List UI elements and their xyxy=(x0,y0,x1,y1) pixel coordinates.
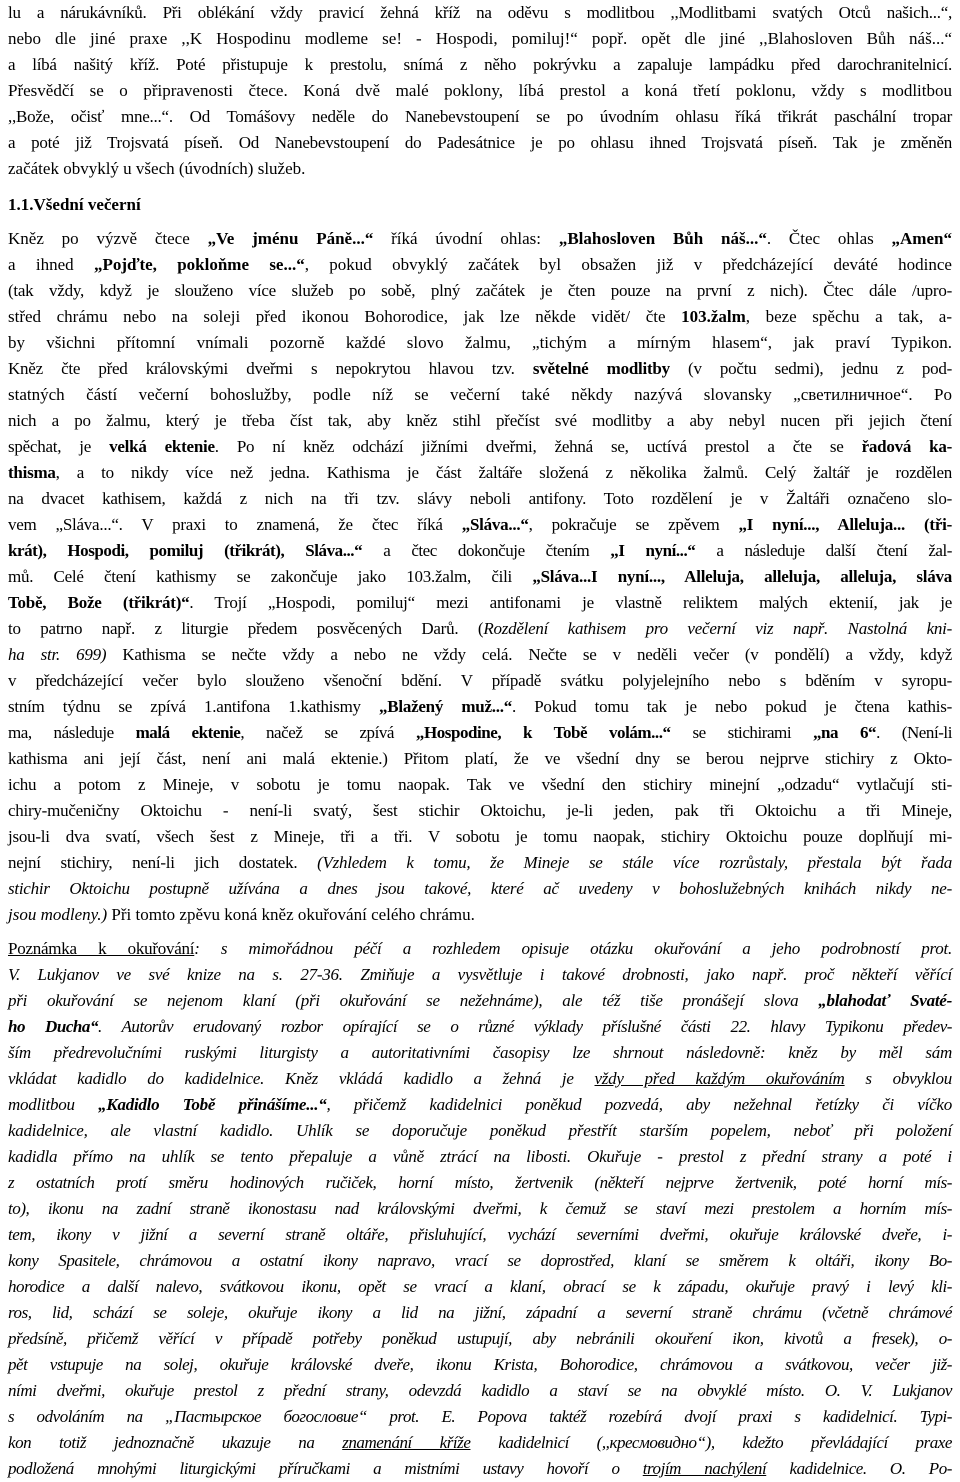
intro-paragraph xyxy=(8,0,952,182)
text-line: kony Spasitele, chrámovou a ostatní ikony napravo, vrací se doprostřed, klaní se směrem k oltáři, ikony Bo- xyxy=(8,1251,952,1270)
text-line: jsou-li dva svatí, všech šest z Mineje, tři a tři. V sobotu je tomu naopak, stichiry Oktoichu pouze doplňují mi- xyxy=(8,827,952,846)
text-line: (tak vždy, když je slouženo více služeb po sobě, plný začátek je čten pouze na první z nich). Čtec dále /upro- xyxy=(8,281,952,300)
text-line: ichu a potom z Mineje, v sobotu je tomu naopak. Tak ve všední den stichiry minejní „odzadu“ vytlačují sti- xyxy=(8,775,952,794)
text-line: ,,Bože, očisť mne...“. Od Tomášovy neděle do Nanebevstoupení se po úvodním ohlasu říká třikrát paschální tropar xyxy=(8,107,952,126)
text-line: Kněz čte před královskými dveřmi s nepokrytou hlavou tzv. světelné modlitby (v počtu sedmi), jednu z pod- xyxy=(8,359,952,378)
text-line: horodice a další nalevo, svátkovou ikonu, opět se vrací a klaní, obrací se k západu, okuřuje pravý i levý kli- xyxy=(8,1277,952,1296)
text-line: jsou modleny.) Při tomto zpěvu koná kněz okuřování celého chrámu. xyxy=(8,905,475,924)
text-line: thisma, a to nikdy více než jedna. Kathisma je část žaltáře složená z několika žalmů. Celý žaltář je rozdělen xyxy=(8,463,952,482)
text-line: tem, ikony v jižní a severní straně oltáře, přisluhující, vychází severními dveřmi, okuřuje královské dveře, i- xyxy=(8,1225,952,1244)
text-line: kathisma ani její část, není ani malá ektenie.) Přitom platí, že ve všední dny se berou nejprve stichiry z Okto- xyxy=(8,749,952,768)
document-page xyxy=(8,0,952,1482)
text-line: ho Ducha“. Autorův erudovaný rozbor opírající se o různé výklady příslušné části 22. hlavy Typikonu předev- xyxy=(8,1017,952,1036)
text-line: Tobě, Bože (třikrát)“. Trojí „Hospodi, pomiluj“ mezi antifonami je vlastně reliktem malých ektenií, jak je xyxy=(8,593,952,612)
text-line: Poznámka k okuřování: s mimořádnou péčí a rozhledem opisuje otázku okuřování a jeho podrobností prot. xyxy=(8,939,952,958)
text-line: lu a nárukávníků. Při oblékání vždy pravicí žehná kříž na oděvu s modlitbou ,,Modlitbami svatých Otců našich...“, xyxy=(8,3,952,22)
text-line: ma, následuje malá ektenie, načež se zpívá „Hospodine, k Tobě volám...“ se stichirami „na 6“. (Není-li xyxy=(8,723,952,742)
text-line: v předcházející večer bylo slouženo všenoční bdění. V případě svátku polyjelejního nebo s bděním v syropu- xyxy=(8,671,952,690)
text-line: při okuřování se nejenom klaní (při okuřování se nežehnáme), ale též tiše pronášejí slova „blahodať Svaté- xyxy=(8,991,953,1010)
text-line: pět vstupuje na solej, okuřuje královské dveře, ikonu Krista, Bohorodice, chrámovou a svátkovou, večer již- xyxy=(8,1355,952,1374)
text-line: mů. Celé čtení kathismy se zakončuje jako 103.žalm, čili „Sláva...I nyní..., Alleluja, alleluja, alleluja, sláva xyxy=(8,567,952,586)
text-line: ha str. 699) Kathisma se nečte vždy a nebo ne vždy celá. Nečte se v neděli večer (v pondělí) a vždy, když xyxy=(8,645,952,664)
text-line: střed chrámu nebo na soleji před ikonou Bohorodice, jak lze někde vidět/ čte 103.žalm, beze spěchu a tak, a- xyxy=(8,307,952,326)
text-line: Kněz po výzvě čtece „Ve jménu Páně...“ říká úvodní ohlas: „Blahosloven Bůh náš...“. Čtec ohlas „Amen“ xyxy=(8,229,952,248)
text-line: předsíně, přičemž věřící v případě potřeby poněkud ustupují, aby nebránili okouření ikon, kivotů a fresek), o- xyxy=(8,1329,952,1348)
text-line: Přesvědčí se o připravenosti čtece. Koná dvě malé poklony, líbá prestol a koná třetí poklonu, vždy s modlitbou xyxy=(8,81,952,100)
text-line: stichir Oktoichu postupně užívána a dnes jsou takové, které ač uvedeny v bohoslužebných knihách nikdy ne- xyxy=(8,879,952,898)
text-line: s odvoláním na „Пастырское богословие“ prot. E. Popova taktéž rozebírá dvojí praxi s kadidelnicí. Typi- xyxy=(8,1407,952,1426)
text-line: modlitbou „Kadidlo Tobě přinášíme...“, přičemž kadidelnici poněkud pozvedá, aby nežehnal řetízky či víčko xyxy=(8,1095,952,1114)
text-line: statných částí večerní bohoslužby, podle níž se večerní také někdy nazývá slovansky „светилничное“. Po xyxy=(8,385,952,404)
text-line: začátek obvyklý u všech (úvodních) služeb. xyxy=(8,159,306,178)
text-line: a ihned „Pojďte, pokloňme se...“, pokud obvyklý začátek byl obsažen již v předcházející deváté hodince xyxy=(8,255,952,274)
text-line: a líbá našitý kříž. Poté přistupuje k prestolu, snímá z něho pokrývku a zapaluje lampádku před darochranitelnicí. xyxy=(8,55,952,74)
text-line: ším předrevolučními ruskými liturgisty a autoritativními časopisy lze shrnout následovně: kněz by měl sám xyxy=(8,1043,952,1062)
text-line: krát), Hospodi, pomiluj (třikrát), Sláva...“ a čtec dokončuje čtením „I nyní...“ a následuje další čtení žal- xyxy=(8,541,952,560)
text-line: nejní stichiry, není-li jich dostatek. (Vzhledem k tomu, že Mineje se stále více rozrůstaly, přestala být řada xyxy=(8,853,952,872)
text-line: kon totiž jednoznačně ukazuje na znamenání kříže kadidelnicí (,,кресмовидно“), kdežto převládající praxe xyxy=(8,1433,952,1452)
note-title: Poznámka k okuřování xyxy=(8,939,195,958)
text-line: vkládat kadidlo do kadidelnice. Kněz vkládá kadidlo a žehná je vždy před každým okuřováním s obvyklou xyxy=(8,1069,952,1088)
text-line: podložená mnohými liturgickými příručkami a mistními ustavy hovoří o trojím nachýlení kadidelnice. O. Po- xyxy=(8,1459,952,1478)
text-line: by všichni přítomní vnímali pozorně každé slovo žalmu, „tichým a mírným hlasem“, jak praví Typikon. xyxy=(8,333,952,352)
text-line: nebo dle jiné praxe ,,K Hospodinu modleme se! - Hospodi, pomiluj!“ popř. opět dle jiné ,,Blahosloven Bůh náš...“ xyxy=(8,29,952,48)
text-line: kadidelnice, ale vlastní kadidlo. Uhlík se doporučuje poněkud přestřít starším popelem, neboť při položení xyxy=(8,1121,952,1140)
text-line: to), ikonu na zadní straně ikonostasu nad královskými dveřmi, k čemuž se staví mezi prestolem a horním mís- xyxy=(8,1199,952,1218)
text-line: ros, lid, schází se soleje, okuřuje ikony a lid na jižní, západní a severní straně chrámu (včetně chrámové xyxy=(8,1303,952,1322)
text-line: ními dveřmi, okuřuje prestol z přední strany, odevzdá kadidlo a staví se na obvyklé místo. O. V. Lukjanov xyxy=(8,1381,952,1400)
text-line: to patrno např. z liturgie předem posvěcených Darů. (Rozdělení kathisem pro večerní viz např. Nastolná kni- xyxy=(8,619,952,638)
text-line: na dvacet kathisem, každá z nich na tři tzv. slávy neboli antifony. Toto rozdělení je v Žaltáři označeno slo- xyxy=(8,489,952,508)
text-line: stním týdnu se zpívá 1.antifona 1.kathismy „Blažený muž...“. Pokud tomu tak je nebo pokud je čtena kathis- xyxy=(8,697,952,716)
text-line: chiry-mučeničny Oktoichu - není-li svatý, šest stichir Oktoichu, je-li jeden, pak tři Oktoichu a tři Mineje, xyxy=(8,801,952,820)
text-line: z ostatních protí směru hodinových ručiček, horní místo, žertvenik (někteří nejprve žertvenik, poté horní mís- xyxy=(8,1173,952,1192)
text-line: spěchat, je velká ektenie. Po ní kněz odchází jižními dveřmi, žehná se, uctívá prestol a čte se řadová ka- xyxy=(8,437,952,456)
text-line: nich a po žalmu, který je třeba číst tak, aby kněz stihl přečíst své modlitby a aby nebyl nucen při jejich čtení xyxy=(8,411,952,430)
section-heading: 1.1.Všední večerní xyxy=(8,195,141,214)
vespers-paragraph xyxy=(8,226,952,928)
censing-note xyxy=(8,936,952,1482)
text-line: vem „Sláva...“. V praxi to znamená, že čtec říká „Sláva...“, pokračuje se zpěvem „I nyní..., Alleluja... (tři- xyxy=(8,515,953,534)
text-line: kadidla přímo na uhlík se tento přepaluje a vůně ztrácí na libosti. Okuřuje - prestol z přední strany a poté i xyxy=(8,1147,952,1166)
text-line: a poté již Trojsvatá píseň. Od Nanebevstoupení do Padesátnice je po ohlasu ihned Trojsvatá píseň. Tak je změněn xyxy=(8,133,952,152)
text-line: V. Lukjanov ve své knize na s. 27-36. Zmiňuje a vysvětluje i takové drobnosti, jako např. proč někteří věřící xyxy=(8,965,952,984)
